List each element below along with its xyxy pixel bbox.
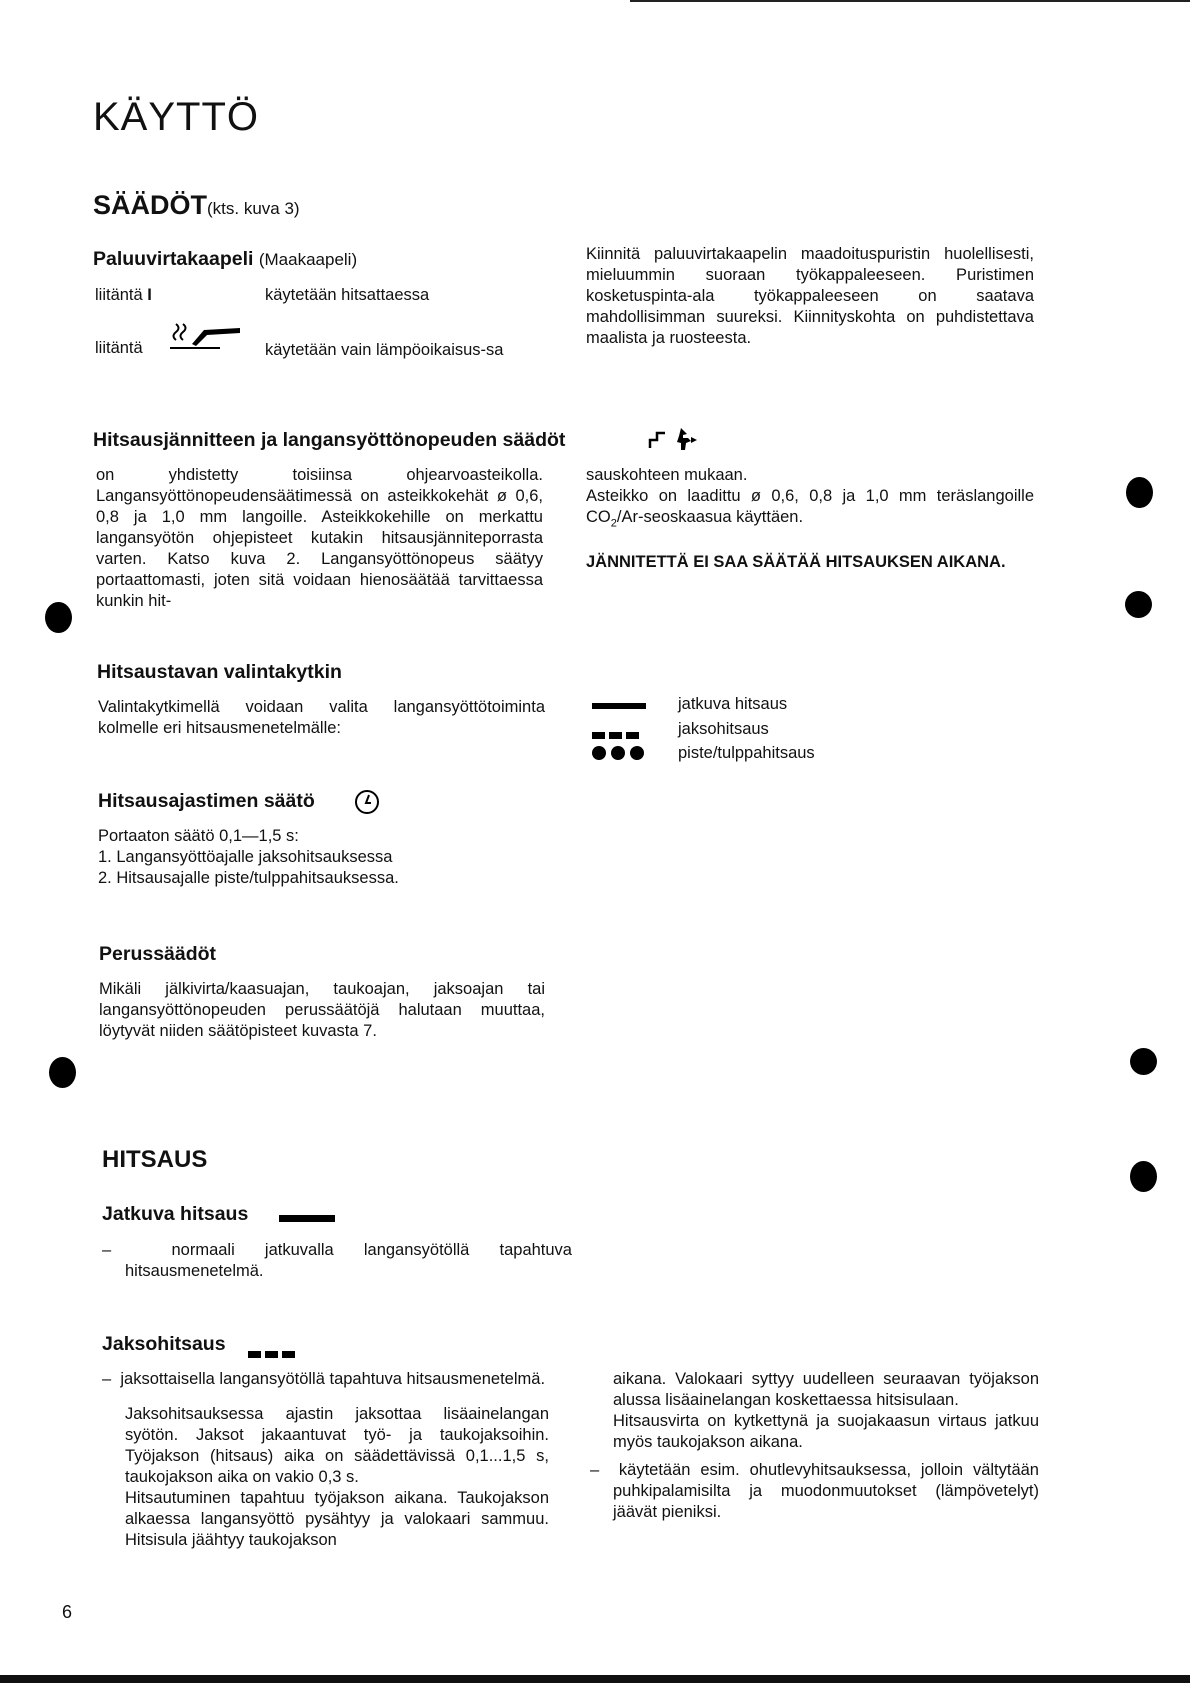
- binder-hole-mark: [1125, 591, 1152, 618]
- valinta-option-2: jaksohitsaus: [678, 720, 769, 738]
- bottom-border-bar: [0, 1675, 1190, 1683]
- jannite-heading: Hitsausjännitteen ja langansyöttönopeuden säädöt: [93, 429, 566, 451]
- binder-hole-mark: [1130, 1161, 1157, 1192]
- binder-hole-mark: [49, 1057, 76, 1088]
- page-number: 6: [62, 1602, 73, 1622]
- jatkuva-bullet: – normaali jatkuvalla langansyötöllä tapahtuva hitsausmenetelmä.: [102, 1241, 572, 1280]
- binder-hole-mark: [45, 602, 72, 633]
- paluu-heading: Paluuvirtakaapeli: [93, 248, 254, 270]
- valinta-heading: Hitsaustavan valintakytkin: [97, 661, 342, 683]
- jannite-right-text-1: sauskohteen mukaan.: [586, 466, 748, 484]
- jakso-right-p1: aikana. Valokaari syttyy uudelleen seuraavan työjakson alussa lisäainelangan koskettaessa hitsisulaan.: [613, 1370, 1039, 1409]
- jakso-right-column: [590, 1369, 1039, 1523]
- heat-straightening-icon: [168, 320, 242, 352]
- paluu-heading-line: [93, 248, 357, 271]
- section-hitsaus-heading: HITSAUS: [102, 1146, 208, 1173]
- jakso-p2: Hitsautuminen tapahtuu työjakson aikana. Taukojakson alkaessa langansyöttö pysähtyy ja valokaari sammuu. Hitsisula jäähtyy taukojakson: [125, 1489, 549, 1549]
- interval-welding-symbol: [592, 726, 643, 734]
- paluu-heading-note: (Maakaapeli): [258, 250, 358, 269]
- paluu-row1-label: liitäntä I: [95, 286, 152, 304]
- timer-icon: [354, 789, 380, 815]
- paluu-right-text: Kiinnitä paluuvirtakaapelin maadoituspuristin huolellisesti, mieluummin suoraan työkappaleeseen. Puristimen kosketuspinta-ala työkappaleeseen on saatava mahdollisimman suureksi. Kiinnityskohta on puhdistettava maalista ja ruosteesta.: [586, 245, 1034, 347]
- spot-welding-symbol: [592, 746, 649, 762]
- continuous-welding-symbol: [592, 703, 646, 709]
- jakso-left-column: [102, 1369, 549, 1551]
- paluu-row1-desc: käytetään hitsattaessa: [265, 286, 430, 304]
- jakso-heading: Jaksohitsaus: [102, 1333, 226, 1355]
- section-saadot-heading: [93, 190, 300, 221]
- jannite-right-block: sauskohteen mukaan. Asteikko on laadittu ø 0,6, 0,8 ja 1,0 mm teräslangoille $CO_2/Ar$-seoskaasua käyttäen. JÄNNITETTÄ EI SAA SÄÄTÄÄ HITSAUKSEN AIKANA.: [586, 466, 1034, 572]
- ajastin-line-2: 1. Langansyöttöajalle jaksohitsauksessa: [98, 848, 393, 866]
- jakso-right-bullet: – käytetään esim. ohutlevyhitsauksessa, jolloin vältytään puhkipalamisilta ja muodonmuutokset (lämpövetelyt) jäävät pieniksi.: [590, 1461, 1039, 1521]
- ajastin-line-3: 2. Hitsausajalle piste/tulppahitsauksessa.: [98, 869, 399, 887]
- ajastin-heading: Hitsausajastimen säätö: [98, 790, 315, 812]
- jannite-left-text: on yhdistetty toisiinsa ohjearvoasteikolla. Langansyöttönopeudensäätimessä on asteikkokehät ø 0,6, 0,8 ja 1,0 mm langoille. Asteikkokehille on merkattu langansyötön ohjepisteet kutakin hitsausjänniteporrasta varten. Katso kuva 2. Langansyöttönopeus säätyy portaattomasti, joten sitä voidaan hienosäätää tarvittaessa kunkin hit-: [96, 466, 543, 610]
- valinta-text: Valintakytkimellä voidaan valita langansyöttötoiminta kolmelle eri hitsausmenetelmälle:: [98, 698, 545, 737]
- continuous-welding-symbol-2: [279, 1215, 335, 1222]
- top-border-line: [630, 0, 1190, 2]
- jakso-right-p2: Hitsausvirta on kytkettynä ja suojakaasun virtaus jatkuu myös taukojakson aikana.: [613, 1412, 1039, 1451]
- connection-i-symbol: I: [147, 286, 152, 304]
- paluu-row2-label: liitäntä: [95, 339, 143, 357]
- ajastin-line-1: Portaaton säätö 0,1—1,5 s:: [98, 827, 299, 845]
- saadot-ref: (kts. kuva 3): [207, 199, 300, 218]
- jakso-bullet: – jaksottaisella langansyötöllä tapahtuva hitsausmenetelmä.: [102, 1370, 546, 1388]
- valinta-option-3: piste/tulppahitsaus: [678, 744, 815, 762]
- binder-hole-mark: [1130, 1048, 1157, 1075]
- paluu-row2-desc: käytetään vain lämpöoikaisus-sa: [265, 341, 504, 359]
- ajastin-text: [98, 826, 545, 889]
- perus-heading: Perussäädöt: [99, 943, 217, 965]
- jatkuva-heading: Jatkuva hitsaus: [102, 1203, 249, 1225]
- interval-welding-symbol-2: [248, 1345, 299, 1353]
- valinta-option-1: jatkuva hitsaus: [678, 695, 788, 713]
- voltage-wirefeed-icon: [648, 428, 708, 452]
- perus-text: Mikäli jälkivirta/kaasuajan, taukoajan, jaksoajan tai langansyöttönopeuden perussäätöjä halutaan muuttaa, löytyvät niiden säätöpisteet kuvasta 7.: [99, 980, 545, 1040]
- binder-hole-mark: [1126, 477, 1153, 508]
- jannite-warning: JÄNNITETTÄ EI SAA SÄÄTÄÄ HITSAUKSEN AIKANA.: [586, 553, 1006, 572]
- page-title: KÄYTTÖ: [93, 95, 260, 139]
- jakso-p1: Jaksohitsauksessa ajastin jaksottaa lisäainelangan syötön. Jaksot jakaantuvat työ- ja taukojaksoihin. Työjakson (hitsaus) aika on säädettävissä 0,1...1,5 s, taukojakson aika on vakio 0,3 s.: [125, 1405, 549, 1486]
- saadot-title: SÄÄDÖT: [93, 190, 207, 220]
